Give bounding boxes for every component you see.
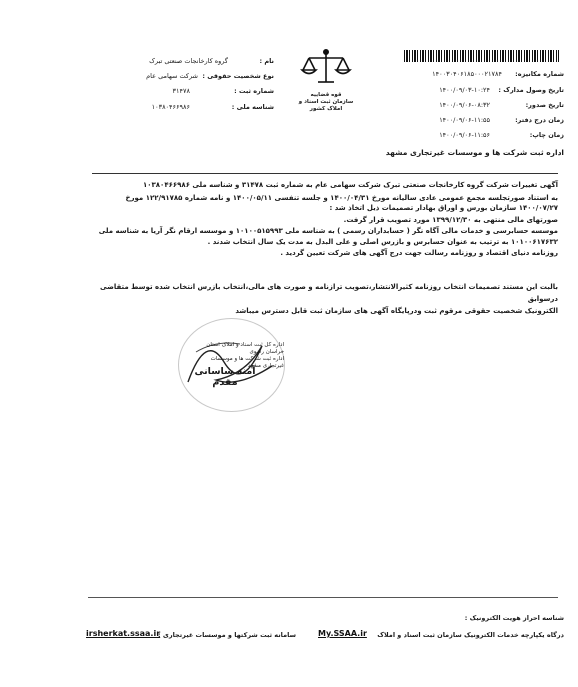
- company-name-label: نام :: [259, 57, 274, 65]
- body-line: صورتهای مالی منتهی به ۱۳۹۹/۱۲/۳۰ مورد تصویب قرار گرفت.: [343, 215, 558, 224]
- irsherkat-caption: سامانه ثبت شرکتها و موسسات غیرتجاری :: [158, 631, 296, 639]
- receipt-date-value: ۱۴۰۰/۰۹/۰۳-۱۰:۲۴: [439, 86, 490, 94]
- legal-type-value: شرکت سهامی عام: [146, 72, 198, 80]
- body-line: روزنامه دنیای اقتصاد و روزنامه رسالت جهت درج آگهی های شرکت تعیین گردید .: [280, 249, 558, 257]
- my-ssaa-caption: درگاه یکپارچه خدمات الکترونیک سازمان ثبت اسناد و املاک: [377, 631, 564, 639]
- body-line: ۱۴۰۰/۰۷/۲۷ سازمان بورس و اوراق بهادار تصمیمات ذیل اتخاذ شد :: [329, 204, 558, 212]
- registry-time-value: ۱۴۰۰/۰۹/۰۶-۱۱:۵۵: [439, 116, 490, 124]
- issue-date-value: ۱۴۰۰/۰۹/۰۶-۰۸:۳۲: [439, 101, 490, 109]
- body-line: به استناد صورتجلسه مجمع عمومی عادی سالیانه مورخ ۱۴۰۰/۰۴/۳۱ و جلسه تنفسی ۱۴۰۰/۰۵/۱۱ و نامه شماره ۱۲۲/۹۱۷۸۵ مورخ: [125, 193, 558, 202]
- stamp-line: اداره ثبت شرکت ها و موسسات غیرتجاری مشهد: [210, 356, 284, 369]
- issuing-office: اداره ثبت شرکت ها و موسسات غیرتجاری مشهد: [385, 148, 564, 157]
- closing-line: بالبت این مستند تصمیمات انتخاب روزنامه کثیرالانتشار،تصویب ترازنامه و صورت های مالی،انتخاب بازرس انتخاب شده توسط متقاضی درسوابق: [100, 283, 558, 303]
- legal-type-label: نوع شخصیت حقوقی :: [202, 72, 274, 80]
- electronic-id-label: شناسه احراز هویت الکترونیک :: [464, 614, 564, 622]
- mechanized-number-label: شماره مکانیزه:: [515, 70, 564, 78]
- document-barcode: [404, 50, 559, 62]
- top-separator: [92, 173, 558, 174]
- closing-line: الکترونیک شخصیت حقوقی مرقوم ثبت ودرپایگاه آگهی های سازمان ثبت قابل دسترس میباشد: [235, 307, 558, 315]
- body-line: موسسه حسابرسی و خدمات مالی آگاه نگر ( حسابداران رسمی ) به شناسه ملی ۱۰۱۰۰۵۱۵۹۹۳ و موسسه ارقام نگر آریا به شناسه ملی: [98, 227, 558, 235]
- judiciary-emblem: [295, 48, 357, 110]
- bottom-separator: [88, 597, 558, 598]
- stamp-line: اداره کل ثبت اسناد و املاک استان خراسان رضوی: [206, 342, 284, 355]
- print-time-label: زمان چاپ:: [529, 131, 564, 139]
- issue-date-label: تاریخ صدور:: [525, 101, 564, 109]
- body-line: ۱۰۱۰۰۶۱۷۶۳۲ به ترتیب به عنوان حسابرس و بازرس اصلی و علی البدل به مدت یک سال انتخاب شدند .: [207, 237, 558, 246]
- announcement-body: [88, 180, 558, 259]
- national-id-label: شناسه ملی :: [231, 103, 274, 111]
- irsherkat-link[interactable]: irsherkat.ssaa.ir: [86, 629, 161, 638]
- registration-number-value: ۳۱۴۷۸: [172, 87, 190, 95]
- scales-of-justice-icon: [295, 48, 357, 88]
- registration-number-label: شماره ثبت :: [234, 87, 274, 95]
- print-time-value: ۱۴۰۰/۰۹/۰۶-۱۱:۵۶: [439, 131, 490, 139]
- signatory-name: آمنه ساسانی مقدم: [194, 366, 256, 388]
- national-id-value: ۱۰۳۸۰۴۶۶۹۸۶: [151, 103, 190, 111]
- emblem-caption: قوه قضاییه سازمان ثبت اسناد و املاک کشور: [298, 92, 354, 112]
- body-line: آگهی تغییرات شرکت گروه کارخانجات صنعتی تبرک شرکت سهامی عام به شماره ثبت ۳۱۴۷۸ و شناسه ملی ۱۰۳۸۰۴۶۶۹۸۶: [142, 181, 558, 189]
- registry-time-label: زمان درج دفتر:: [515, 116, 564, 124]
- my-ssaa-link[interactable]: My.SSAA.ir: [318, 629, 367, 638]
- company-name-value: گروه کارخانجات صنعتی تبرک: [149, 57, 228, 65]
- closing-statement: [88, 281, 558, 317]
- receipt-date-label: تاریخ وصول مدارک :: [498, 86, 564, 94]
- mechanized-number-value: ۱۴۰۰۳۰۴۰۶۱۸۵۰۰۰۲۱۷۸۴: [432, 70, 502, 78]
